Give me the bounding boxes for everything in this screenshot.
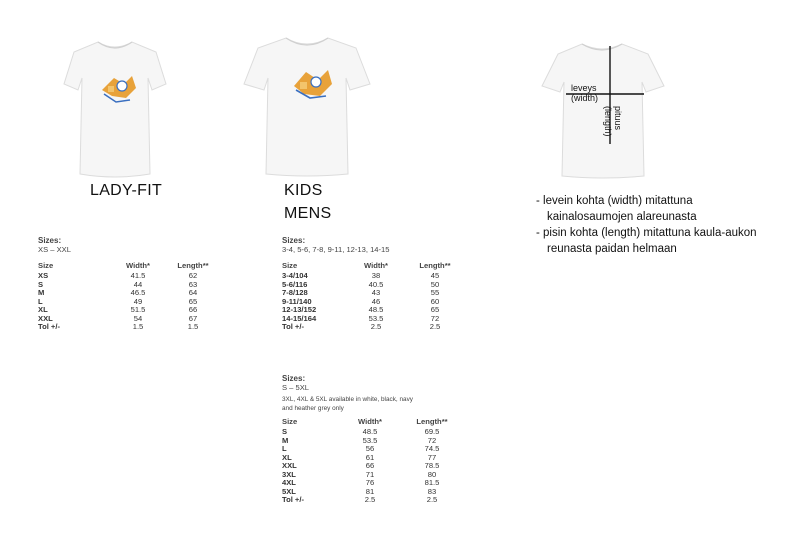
table-row: XXL 54 67 bbox=[38, 313, 198, 323]
sizes-label: Sizes: bbox=[38, 236, 62, 245]
table-row: 3XL 71 80 bbox=[282, 469, 437, 479]
sizes-range: 3-4, 5-6, 7-8, 9-11, 12-13, 14-15 bbox=[282, 245, 390, 254]
table-row: 5-6/116 40.5 50 bbox=[282, 279, 440, 289]
sizes-label: Sizes: bbox=[282, 374, 306, 383]
mens-tshirt-image bbox=[242, 28, 372, 178]
table-row: S 48.5 69.5 bbox=[282, 427, 440, 437]
table-row: 3-4/104 38 45 bbox=[282, 271, 440, 280]
note-width-cont: kainalosaumojen alareunasta bbox=[547, 211, 697, 223]
table-row: M 53.5 72 bbox=[282, 435, 437, 445]
table-row: Tol +/- 2.5 2.5 bbox=[282, 495, 438, 505]
note-width: - levein kohta (width) mitattuna bbox=[536, 195, 693, 207]
mens-size-table bbox=[282, 374, 470, 505]
lady-fit-tshirt-image bbox=[60, 34, 170, 179]
table-row: XXL 66 78.5 bbox=[282, 461, 440, 471]
table-row: M 46.5 64 bbox=[38, 288, 198, 297]
table-row: 9-11/140 46 60 bbox=[282, 296, 440, 306]
table-row: S 44 63 bbox=[38, 279, 198, 289]
kids-size-table bbox=[282, 236, 470, 332]
width-label: leveys (width) bbox=[571, 83, 599, 103]
availability-note: 3XL, 4XL & 5XL available in white, black, navy and heather grey only bbox=[282, 396, 413, 412]
column-header: Length** bbox=[419, 260, 451, 270]
table-row: L 49 65 bbox=[38, 296, 198, 306]
column-header: Size bbox=[282, 417, 298, 427]
table-row: 5XL 81 83 bbox=[282, 486, 437, 496]
sizes-range: XS – XXL bbox=[38, 245, 71, 254]
column-header: Width* bbox=[358, 417, 382, 427]
table-row: 4XL 76 81.5 bbox=[282, 478, 440, 488]
length-label: pituus (length) bbox=[603, 106, 623, 137]
table-row: L 56 74.5 bbox=[282, 444, 440, 454]
column-header: Width* bbox=[126, 260, 150, 270]
lady-fit-heading: LADY-FIT bbox=[90, 182, 163, 199]
sizes-label: Sizes: bbox=[282, 236, 306, 245]
note-length: - pisin kohta (length) mitattuna kaula-aukon bbox=[536, 227, 757, 239]
mens-heading: MENS bbox=[284, 205, 332, 222]
table-row: XL 61 77 bbox=[282, 452, 437, 462]
column-header: Length** bbox=[177, 260, 209, 270]
note-length-cont: reunasta paidan helmaan bbox=[547, 243, 677, 255]
table-row: XS 41.5 62 bbox=[38, 271, 198, 280]
column-header: Size bbox=[282, 260, 298, 270]
column-header: Size bbox=[38, 260, 54, 270]
kids-heading: KIDS bbox=[284, 182, 323, 199]
table-row: 14-15/164 53.5 72 bbox=[282, 313, 440, 323]
table-row: Tol +/- 2.5 2.5 bbox=[282, 322, 441, 331]
table-row: 12-13/152 48.5 65 bbox=[282, 305, 440, 314]
column-header: Width* bbox=[364, 260, 388, 270]
measurement-notes bbox=[536, 193, 794, 257]
sizes-range: S – 5XL bbox=[282, 383, 310, 392]
lady-fit-size-table bbox=[38, 236, 224, 332]
table-row: Tol +/- 1.5 1.5 bbox=[38, 322, 199, 331]
table-row: XL 51.5 66 bbox=[38, 305, 198, 314]
table-row: 7-8/128 43 55 bbox=[282, 288, 440, 297]
column-header: Length** bbox=[416, 417, 448, 427]
